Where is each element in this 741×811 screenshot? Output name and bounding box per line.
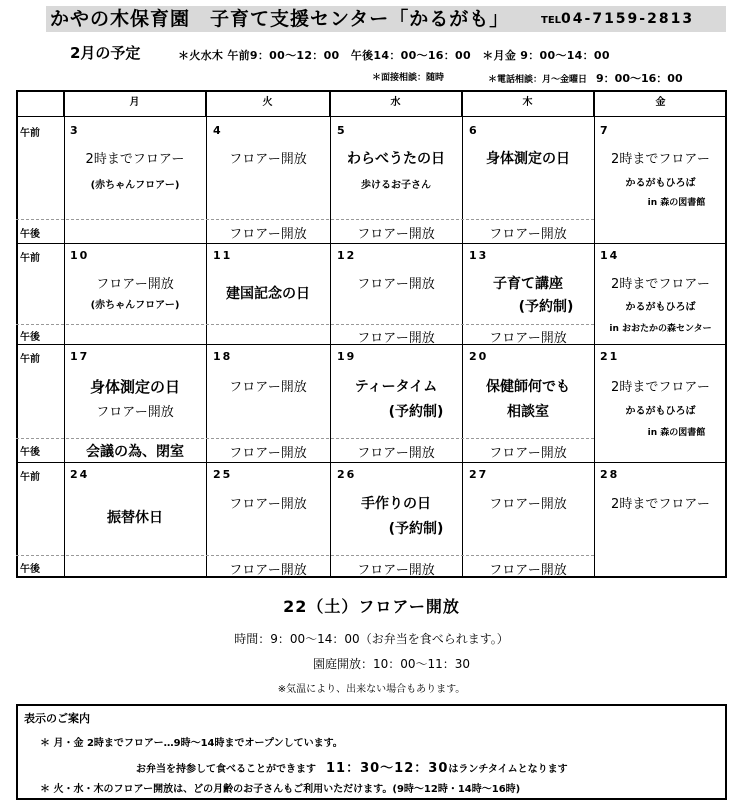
date-number: 5 — [337, 124, 347, 137]
cell-text: (予約制) — [388, 521, 444, 537]
date-number: 26 — [337, 468, 357, 481]
cell-text: ティータイム — [354, 379, 438, 395]
corner-cell — [16, 90, 64, 117]
date-number: 6 — [469, 124, 479, 137]
opening-hours: ＊火水木 午前9：00～12：00 午後14：00～16：00 ＊月金 9：00～14：00 — [178, 49, 610, 62]
special-event — [16, 578, 727, 695]
date-number: 21 — [600, 350, 620, 363]
pm-label: 午後 — [20, 447, 40, 458]
notes-line: ＊ 火・水・木のフロアー開放は、どの月齢のお子さんもご利用いただけます。(9時～12時・14時～16時) — [40, 784, 521, 795]
cell-text: (予約制) — [518, 299, 574, 315]
cell-text: フロアー開放 — [96, 405, 174, 420]
cell-text: 2時までフロアー — [611, 152, 710, 167]
cell-text: 歩けるお子さん — [361, 180, 431, 191]
event-time: 時間：9：00～14：00（お弁当を食べられます。） — [234, 632, 509, 646]
cell-text: かるがもひろば — [625, 302, 696, 313]
date-number: 18 — [213, 350, 233, 363]
date-number: 17 — [70, 350, 90, 363]
date-number: 12 — [337, 249, 357, 262]
cell-text: 子育て講座 — [493, 276, 563, 292]
pm-text: フロアー開放 — [489, 227, 567, 242]
pm-text: フロアー開放 — [357, 227, 435, 242]
date-number: 7 — [600, 124, 610, 137]
cell-text: 振替休日 — [107, 510, 163, 526]
notes-heading: 表示のご案内 — [24, 712, 90, 725]
pm-text: フロアー開放 — [229, 563, 307, 578]
date-number: 4 — [213, 124, 223, 137]
cell-text: フロアー開放 — [229, 497, 307, 512]
interview-note: ＊面接相談：随時 — [372, 73, 445, 83]
pm-text: フロアー開放 — [229, 446, 307, 461]
date-number: 28 — [600, 468, 620, 481]
garden-open: 園庭開放：10：00～11：30 — [312, 657, 471, 671]
cell-text: 2時までフロアー — [85, 152, 185, 167]
am-label: 午前 — [20, 472, 40, 483]
cell-text: フロアー開放 — [229, 380, 307, 395]
week-divider — [16, 243, 727, 244]
date-number: 11 — [213, 249, 233, 262]
cell-text: 身体測定の日 — [486, 151, 570, 167]
pm-text: 会議の為、閉室 — [86, 444, 184, 460]
pm-text: フロアー開放 — [229, 227, 307, 242]
day-header-mon: 月 — [64, 90, 206, 117]
pm-label: 午後 — [20, 332, 40, 343]
notes-box — [16, 704, 727, 800]
cell-text: (赤ちゃんフロアー) — [90, 300, 180, 311]
date-number: 13 — [469, 249, 489, 262]
date-number: 25 — [213, 468, 233, 481]
am-label: 午前 — [20, 253, 40, 264]
header-banner — [46, 6, 726, 32]
date-number: 10 — [70, 249, 90, 262]
cell-text: in 森の図書館 — [647, 428, 706, 438]
pm-text: フロアー開放 — [357, 331, 435, 346]
event-title: 22（土）フロアー開放 — [283, 597, 460, 616]
pm-label: 午後 — [20, 564, 40, 575]
phone-consult-note: ＊電話相談：月～金曜日 9：00～16：00 — [488, 72, 683, 85]
cell-text: フロアー開放 — [357, 277, 435, 292]
pm-divider — [16, 324, 594, 325]
cell-text: in 森の図書館 — [647, 198, 706, 208]
cell-text: 身体測定の日 — [89, 378, 180, 396]
cell-text: (予約制) — [388, 404, 444, 420]
cell-text: 建国記念の日 — [226, 286, 310, 302]
cell-text: フロアー開放 — [96, 277, 174, 292]
day-header-thu: 木 — [462, 90, 594, 117]
cell-text: in おおたかの森センター — [609, 324, 712, 334]
phone-number: TEL04-7159-2813 — [541, 11, 695, 27]
pm-divider — [16, 438, 594, 439]
center-title: かやの木保育園 子育て支援センター「かるがも」 — [50, 8, 510, 30]
cell-text: 2時までフロアー — [611, 497, 710, 512]
cell-text: フロアー開放 — [489, 497, 567, 512]
cell-text: フロアー開放 — [229, 152, 307, 167]
weather-note: ※気温により、出来ない場合もあります。 — [277, 684, 466, 695]
notes-line: お弁当を持参して食べることができます 11：30～12：30はランチタイムとなります — [136, 761, 568, 776]
pm-text: フロアー開放 — [489, 331, 567, 346]
date-number: 20 — [469, 350, 489, 363]
cell-text: かるがもひろば — [625, 406, 696, 417]
am-label: 午前 — [20, 354, 40, 365]
pm-label: 午後 — [20, 229, 40, 240]
week-divider — [16, 462, 727, 463]
pm-divider — [16, 219, 594, 220]
cell-text: 手作りの日 — [361, 496, 431, 512]
am-label: 午前 — [20, 128, 40, 139]
date-number: 14 — [600, 249, 620, 262]
date-number: 19 — [337, 350, 357, 363]
cell-text: 2時までフロアー — [611, 277, 710, 292]
date-number: 27 — [469, 468, 489, 481]
notes-line: ＊ 月・金 2時までフロアー…9時～14時までオープンしています。 — [40, 738, 343, 749]
day-header-wed: 水 — [330, 90, 462, 117]
day-header-fri: 金 — [594, 90, 727, 117]
cell-text: かるがもひろば — [625, 178, 696, 189]
pm-text: フロアー開放 — [489, 563, 567, 578]
cell-text: 保健師何でも — [486, 379, 570, 395]
cell-text: 2時までフロアー — [611, 380, 710, 395]
date-number: 3 — [70, 124, 80, 137]
cell-text: (赤ちゃんフロアー) — [90, 180, 180, 191]
month-title: 2月の予定 — [70, 44, 141, 62]
cell-text: わらべうたの日 — [347, 151, 445, 167]
pm-text: フロアー開放 — [357, 446, 435, 461]
pm-divider — [16, 555, 594, 556]
date-number: 24 — [70, 468, 90, 481]
day-header-tue: 火 — [206, 90, 330, 117]
cell-text: 相談室 — [507, 404, 549, 420]
pm-text: フロアー開放 — [357, 563, 435, 578]
pm-text: フロアー開放 — [489, 446, 567, 461]
